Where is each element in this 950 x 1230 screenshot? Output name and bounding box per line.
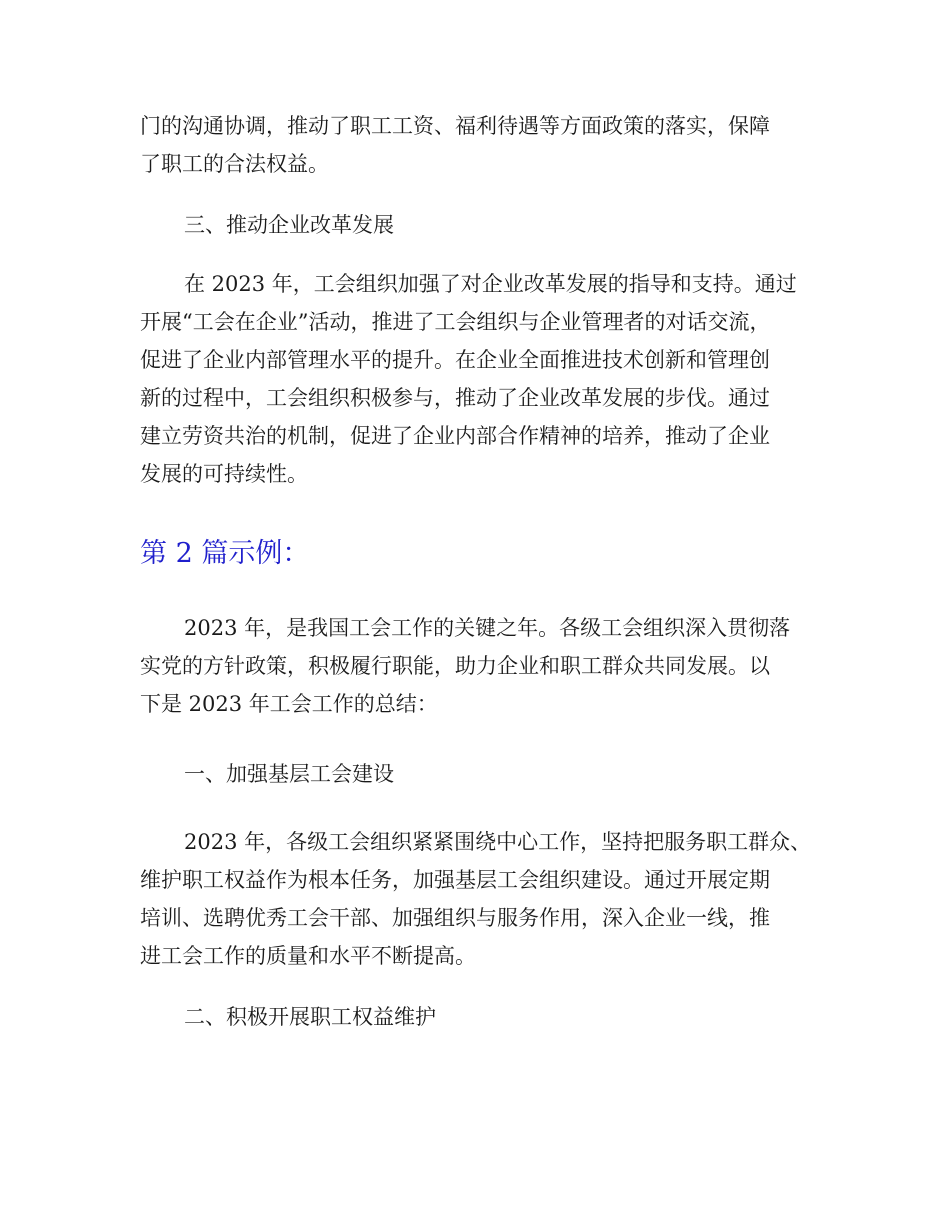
paragraph-line: 2023 年，各级工会组织紧紧围绕中心工作，坚持把服务职工群众、 xyxy=(184,830,812,854)
paragraph-line: 了职工的合法权益。 xyxy=(140,152,329,176)
paragraph-line: 下是 2023 年工会工作的总结： xyxy=(140,692,438,716)
paragraph-line: 开展“工会在企业”活动，推进了工会组织与企业管理者的对话交流， xyxy=(140,310,771,334)
paragraph-line: 发展的可持续性。 xyxy=(140,462,308,486)
section-heading-1: 一、加强基层工会建设 xyxy=(184,762,394,786)
paragraph-line: 2023 年，是我国工会工作的关键之年。各级工会组织深入贯彻落 xyxy=(184,616,791,640)
paragraph-line: 建立劳资共治的机制，促进了企业内部合作精神的培养，推动了企业 xyxy=(140,424,770,448)
paragraph-line: 新的过程中，工会组织积极参与，推动了企业改革发展的步伐。通过 xyxy=(140,386,770,410)
section-heading-2: 二、积极开展职工权益维护 xyxy=(184,1005,436,1029)
section-heading-3: 三、推动企业改革发展 xyxy=(184,213,394,237)
paragraph-line: 门的沟通协调，推动了职工工资、福利待遇等方面政策的落实，保障 xyxy=(140,114,770,138)
paragraph-line: 促进了企业内部管理水平的提升。在企业全面推进技术创新和管理创 xyxy=(140,348,770,372)
paragraph-line: 实党的方针政策，积极履行职能，助力企业和职工群众共同发展。以 xyxy=(140,654,770,678)
paragraph-line: 维护职工权益作为根本任务，加强基层工会组织建设。通过开展定期 xyxy=(140,868,770,892)
paragraph-line: 在 2023 年，工会组织加强了对企业改革发展的指导和支持。通过 xyxy=(184,272,797,296)
example-heading: 第 2 篇示例： xyxy=(140,538,310,569)
paragraph-line: 培训、选聘优秀工会干部、加强组织与服务作用，深入企业一线，推 xyxy=(140,906,770,930)
paragraph-line: 进工会工作的质量和水平不断提高。 xyxy=(140,944,476,968)
